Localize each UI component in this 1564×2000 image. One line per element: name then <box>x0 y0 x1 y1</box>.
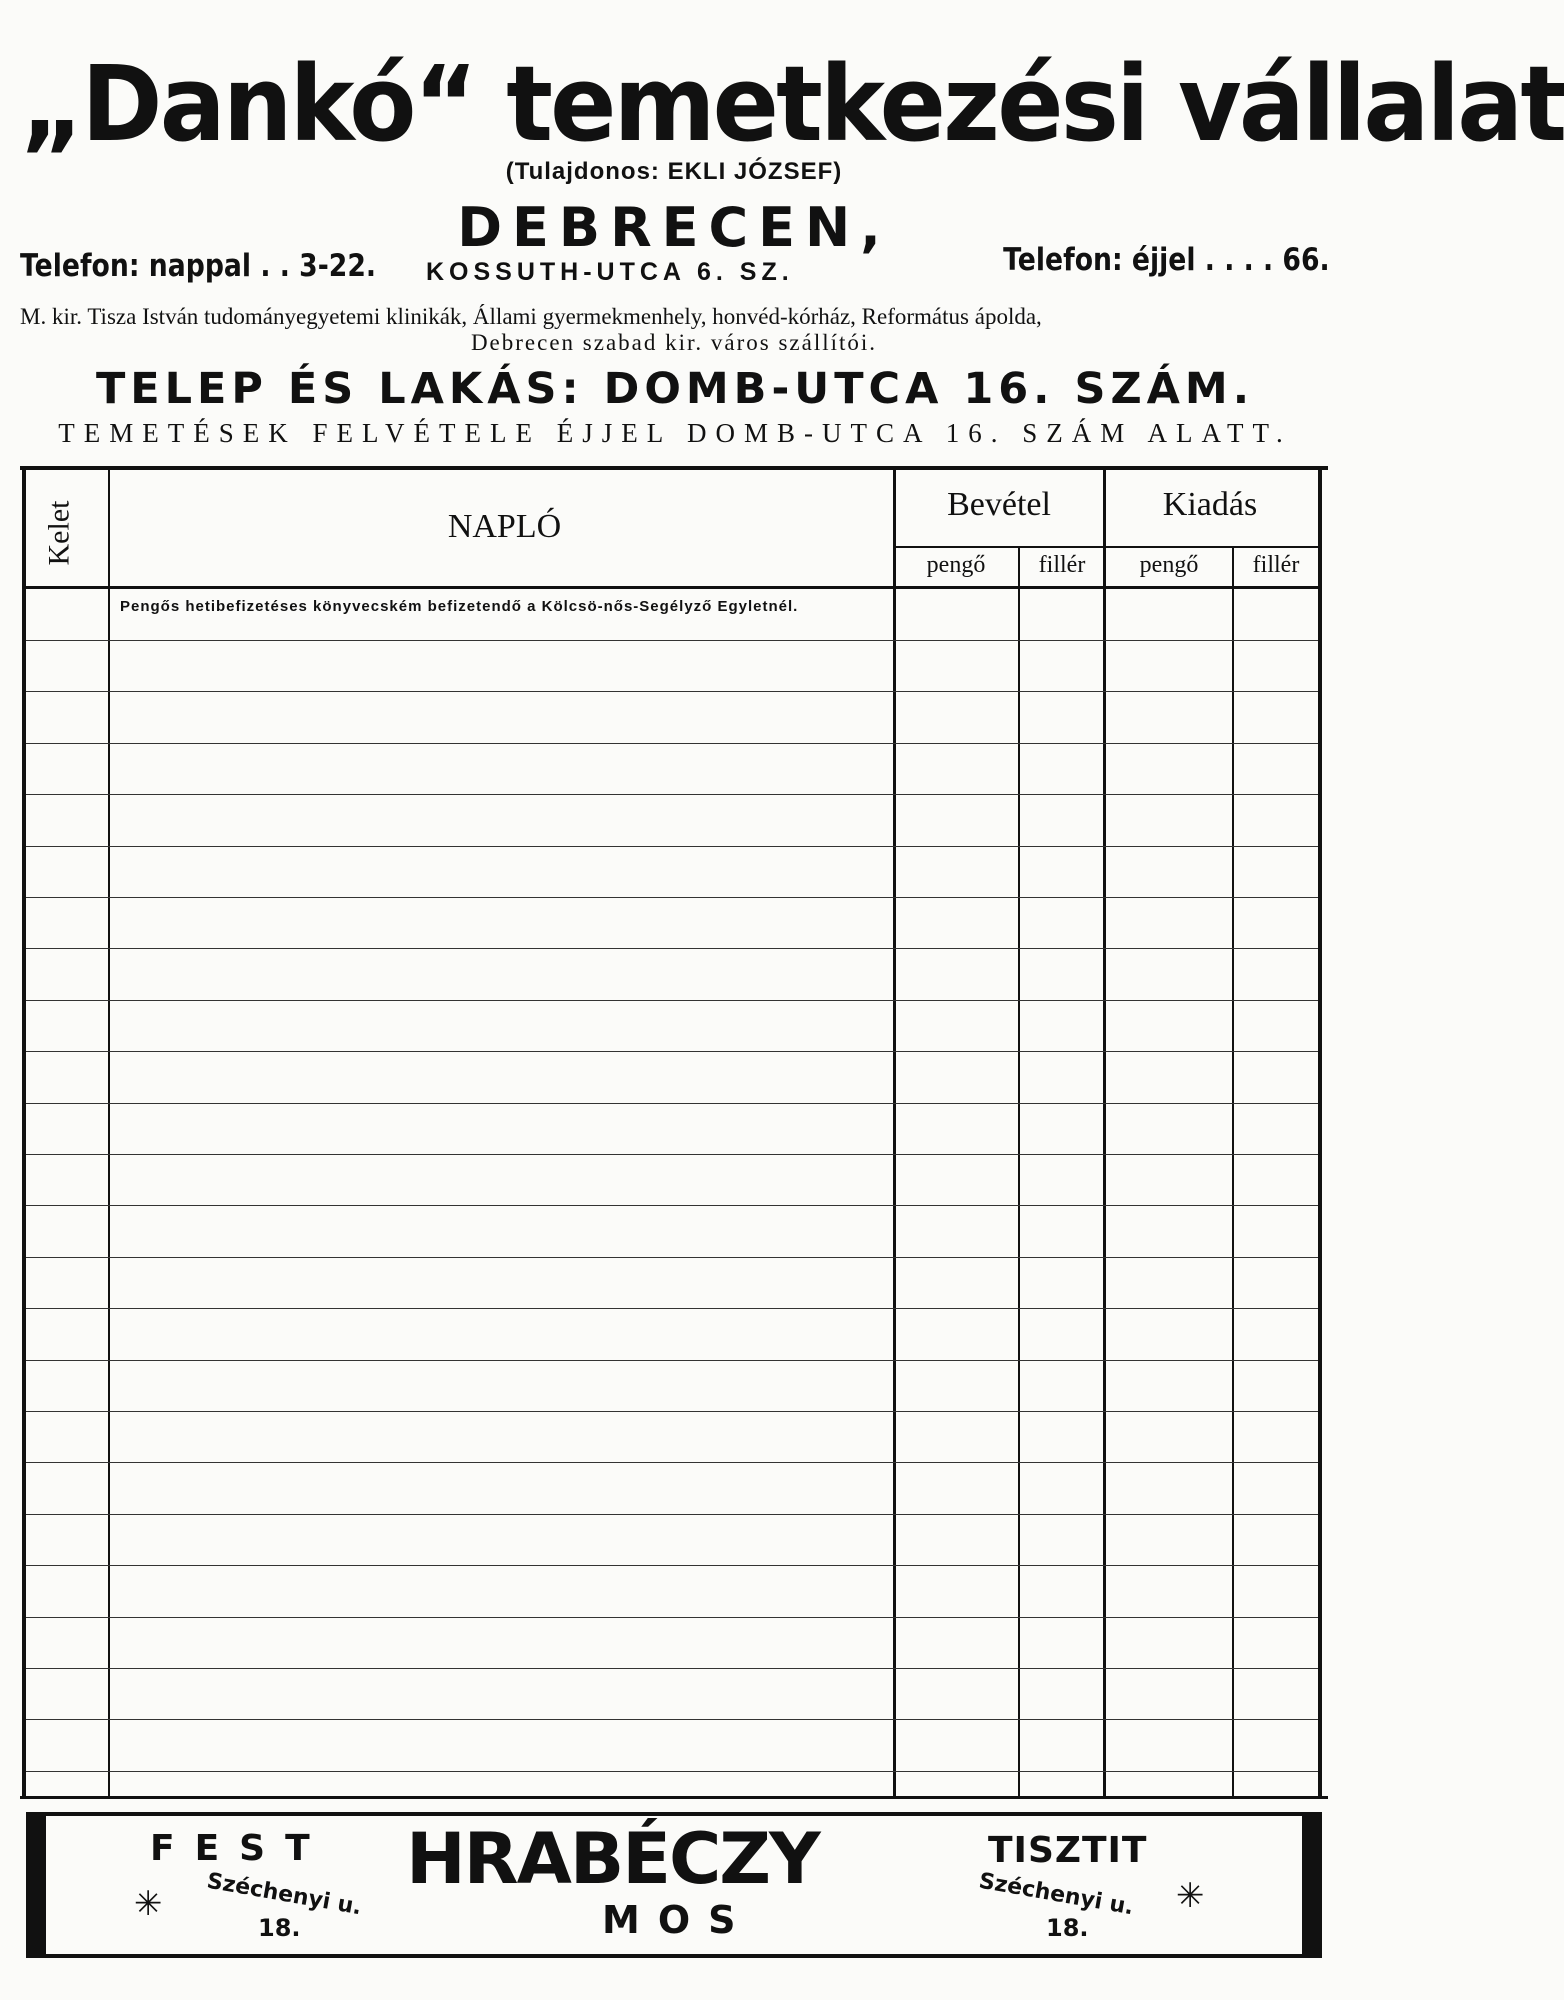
ledger-rule <box>26 948 1318 949</box>
table-left-border <box>22 466 26 1798</box>
laundry-advert <box>26 1812 1322 1958</box>
ledger-rule <box>26 1771 1318 1772</box>
expense-subdivider <box>1232 548 1234 1798</box>
advert-street-left: Széchenyi u. <box>205 1868 364 1921</box>
owner-line: (Tulajdonos: EKLI JÓZSEF) <box>505 158 843 185</box>
ledger-rule <box>26 1514 1318 1515</box>
savings-notice: Pengős hetibefizetéses könyvecském befizetendő a Kölcsö-nős-Segélyző Egyletnél. <box>120 598 799 615</box>
kelet-label: Kelet <box>42 500 75 565</box>
ledger-rule <box>26 1617 1318 1618</box>
expense-filler-header: fillér <box>1252 552 1300 578</box>
advert-wash: MOS <box>602 1898 754 1942</box>
expense-pengo-header: pengő <box>1139 552 1199 578</box>
ledger-rule <box>26 743 1318 744</box>
ledger-rule <box>26 1411 1318 1412</box>
income-filler-header: fillér <box>1038 552 1086 578</box>
ledger-rule <box>26 640 1318 641</box>
income-expense-divider <box>1103 466 1106 1798</box>
advert-number-right: 18. <box>1046 1914 1089 1942</box>
column-kelet-header <box>34 490 84 575</box>
money-header-divider <box>894 546 1320 548</box>
ledger-rule <box>26 691 1318 692</box>
ledger-rule <box>26 1205 1318 1206</box>
phone-day: Telefon: nappal . . 3-22. <box>20 248 376 284</box>
company-title: „Dankó“ temetkezési vállalat <box>20 43 1564 165</box>
ledger-rule <box>26 1154 1318 1155</box>
ledger-rule <box>26 1308 1318 1309</box>
star-left-icon: ✳ <box>134 1884 163 1924</box>
ledger-rule <box>26 1103 1318 1104</box>
ledger-rule <box>26 794 1318 795</box>
column-income-header: Bevétel <box>947 486 1051 523</box>
ledger-rule <box>26 1360 1318 1361</box>
ledger-rule <box>26 1719 1318 1720</box>
advert-brand: HRABÉCZY <box>405 1818 819 1900</box>
ledger-rule <box>26 1668 1318 1669</box>
ledger-rule <box>26 1565 1318 1566</box>
income-subdivider <box>1018 548 1020 1798</box>
kelet-column-divider <box>108 466 110 1798</box>
night-funerals-line: TEMETÉSEK FELVÉTELE ÉJJEL DOMB-UTCA 16. SZÁM ALATT. <box>58 418 1292 448</box>
column-naplo-header: NAPLÓ <box>447 508 562 545</box>
column-expense-header: Kiadás <box>1162 486 1258 523</box>
ledger-rule <box>26 897 1318 898</box>
ledger-rule <box>26 1462 1318 1463</box>
street-address: KOSSUTH-UTCA 6. SZ. <box>426 258 794 286</box>
yard-address: TELEP ÉS LAKÁS: DOMB-UTCA 16. SZÁM. <box>95 364 1255 414</box>
star-right-icon: ✳ <box>1176 1876 1205 1916</box>
ledger-rule <box>26 1051 1318 1052</box>
advert-left-bar <box>26 1816 46 1954</box>
header-bottom-border <box>24 586 1320 589</box>
naplo-column-divider <box>893 466 896 1798</box>
ledger-rule <box>26 1257 1318 1258</box>
phone-night: Telefon: éjjel . . . . 66. <box>1003 242 1330 278</box>
table-bottom-border <box>20 1796 1328 1799</box>
advert-street-right: Széchenyi u. <box>977 1868 1136 1921</box>
table-top-border <box>20 466 1328 470</box>
advert-clean: TISZTIT <box>988 1830 1148 1871</box>
ledger-rule <box>26 1000 1318 1001</box>
ledger-rule <box>26 846 1318 847</box>
advert-number-left: 18. <box>258 1914 301 1942</box>
advert-right-bar <box>1302 1816 1322 1954</box>
income-pengo-header: pengő <box>926 552 986 578</box>
suppliers-line-1: M. kir. Tisza István tudományegyetemi klinikák, Állami gyermekmenhely, honvéd-kórház, Református ápolda, <box>20 304 1042 329</box>
table-right-border <box>1318 466 1322 1798</box>
city-name: DEBRECEN, <box>457 196 891 259</box>
advert-dye: FEST <box>150 1828 330 1869</box>
suppliers-line-2: Debrecen szabad kir. város szállítói. <box>470 330 878 355</box>
